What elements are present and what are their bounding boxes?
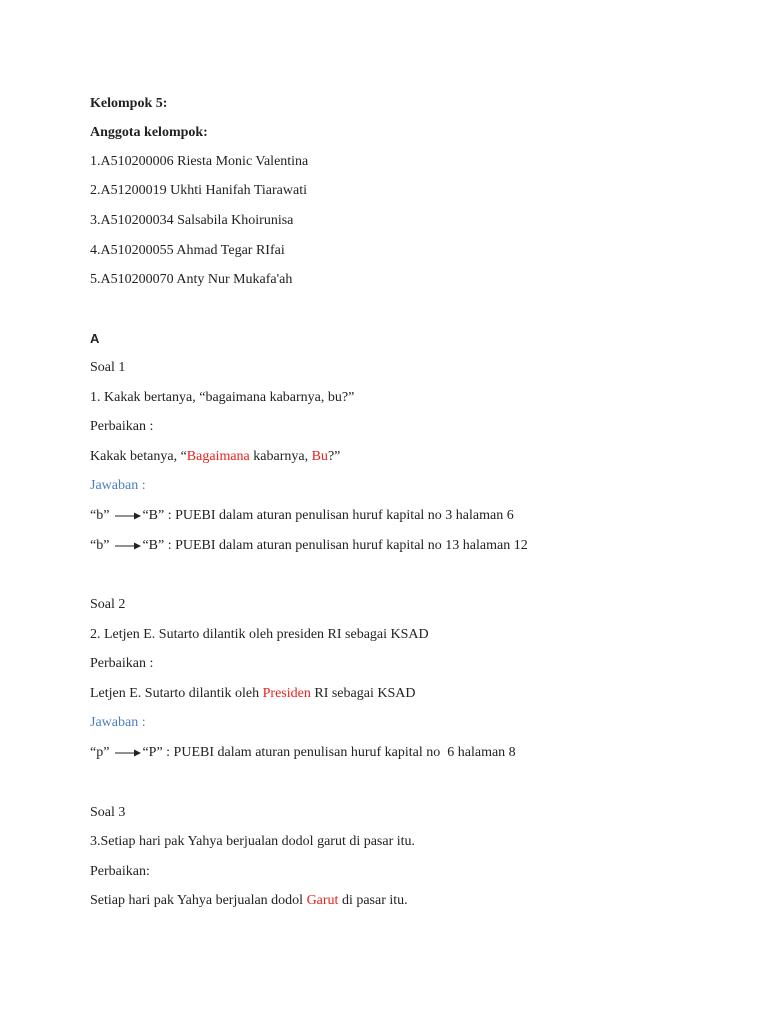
soal1-question: 1. Kakak bertanya, “bagaimana kabarnya, bu?”	[90, 390, 355, 405]
member-item: 1.A510200006 Riesta Monic Valentina	[90, 154, 309, 169]
soal1-perbaikan-label: Perbaikan :	[90, 419, 154, 434]
soal2-perbaikan-label: Perbaikan :	[90, 656, 154, 671]
correction-text: Setiap hari pak Yahya berjualan dodol	[90, 893, 307, 908]
member-item: 2.A51200019 Ukhti Hanifah Tiarawati	[90, 183, 307, 198]
soal1-answer	[90, 536, 528, 556]
correction-highlight: Presiden	[262, 686, 311, 701]
member-item: 4.A510200055 Ahmad Tegar RIfai	[90, 243, 285, 258]
answer-to: “P” : PUEBI dalam aturan penulisan huruf kapital no 6 halaman 8	[142, 745, 516, 760]
soal3-question: 3.Setiap hari pak Yahya berjualan dodol garut di pasar itu.	[90, 834, 416, 849]
right-arrow-icon	[115, 748, 141, 758]
members-heading: Anggota kelompok:	[90, 125, 208, 140]
soal2-title: Soal 2	[90, 597, 126, 612]
soal2-jawaban-label: Jawaban :	[90, 715, 146, 730]
member-item: 5.A510200070 Anty Nur Mukafa'ah	[90, 272, 293, 287]
answer-from: “b”	[90, 538, 110, 553]
correction-text: Letjen E. Sutarto dilantik oleh	[90, 686, 263, 701]
answer-to: “B” : PUEBI dalam aturan penulisan huruf kapital no 3 halaman 6	[142, 508, 514, 523]
soal2-question: 2. Letjen E. Sutarto dilantik oleh presiden RI sebagai KSAD	[90, 627, 429, 642]
answer-from: “b”	[90, 508, 110, 523]
correction-text: di pasar itu.	[338, 893, 408, 908]
answer-from: “p”	[90, 745, 110, 760]
correction-text: ?”	[327, 449, 341, 464]
correction-text: RI sebagai KSAD	[310, 686, 416, 701]
right-arrow-icon	[115, 541, 141, 551]
correction-highlight: Garut	[306, 893, 339, 908]
section-label: A	[90, 331, 100, 346]
soal1-jawaban-label: Jawaban :	[90, 478, 146, 493]
correction-text: kabarnya,	[249, 449, 312, 464]
correction-highlight: Bagaimana	[186, 449, 250, 464]
soal1-title: Soal 1	[90, 360, 126, 375]
soal1-correction	[90, 447, 340, 467]
group-title: Kelompok 5:	[90, 96, 168, 111]
member-item: 3.A510200034 Salsabila Khoirunisa	[90, 213, 294, 228]
soal3-correction	[90, 891, 408, 911]
soal3-title: Soal 3	[90, 805, 126, 820]
soal2-correction	[90, 684, 415, 704]
soal3-perbaikan-label: Perbaikan:	[90, 864, 150, 879]
soal1-answer	[90, 506, 514, 526]
soal2-answer	[90, 743, 516, 763]
correction-text: Kakak betanya, “	[90, 449, 187, 464]
correction-highlight: Bu	[311, 449, 328, 464]
right-arrow-icon	[115, 511, 141, 521]
answer-to: “B” : PUEBI dalam aturan penulisan huruf kapital no 13 halaman 12	[142, 538, 528, 553]
